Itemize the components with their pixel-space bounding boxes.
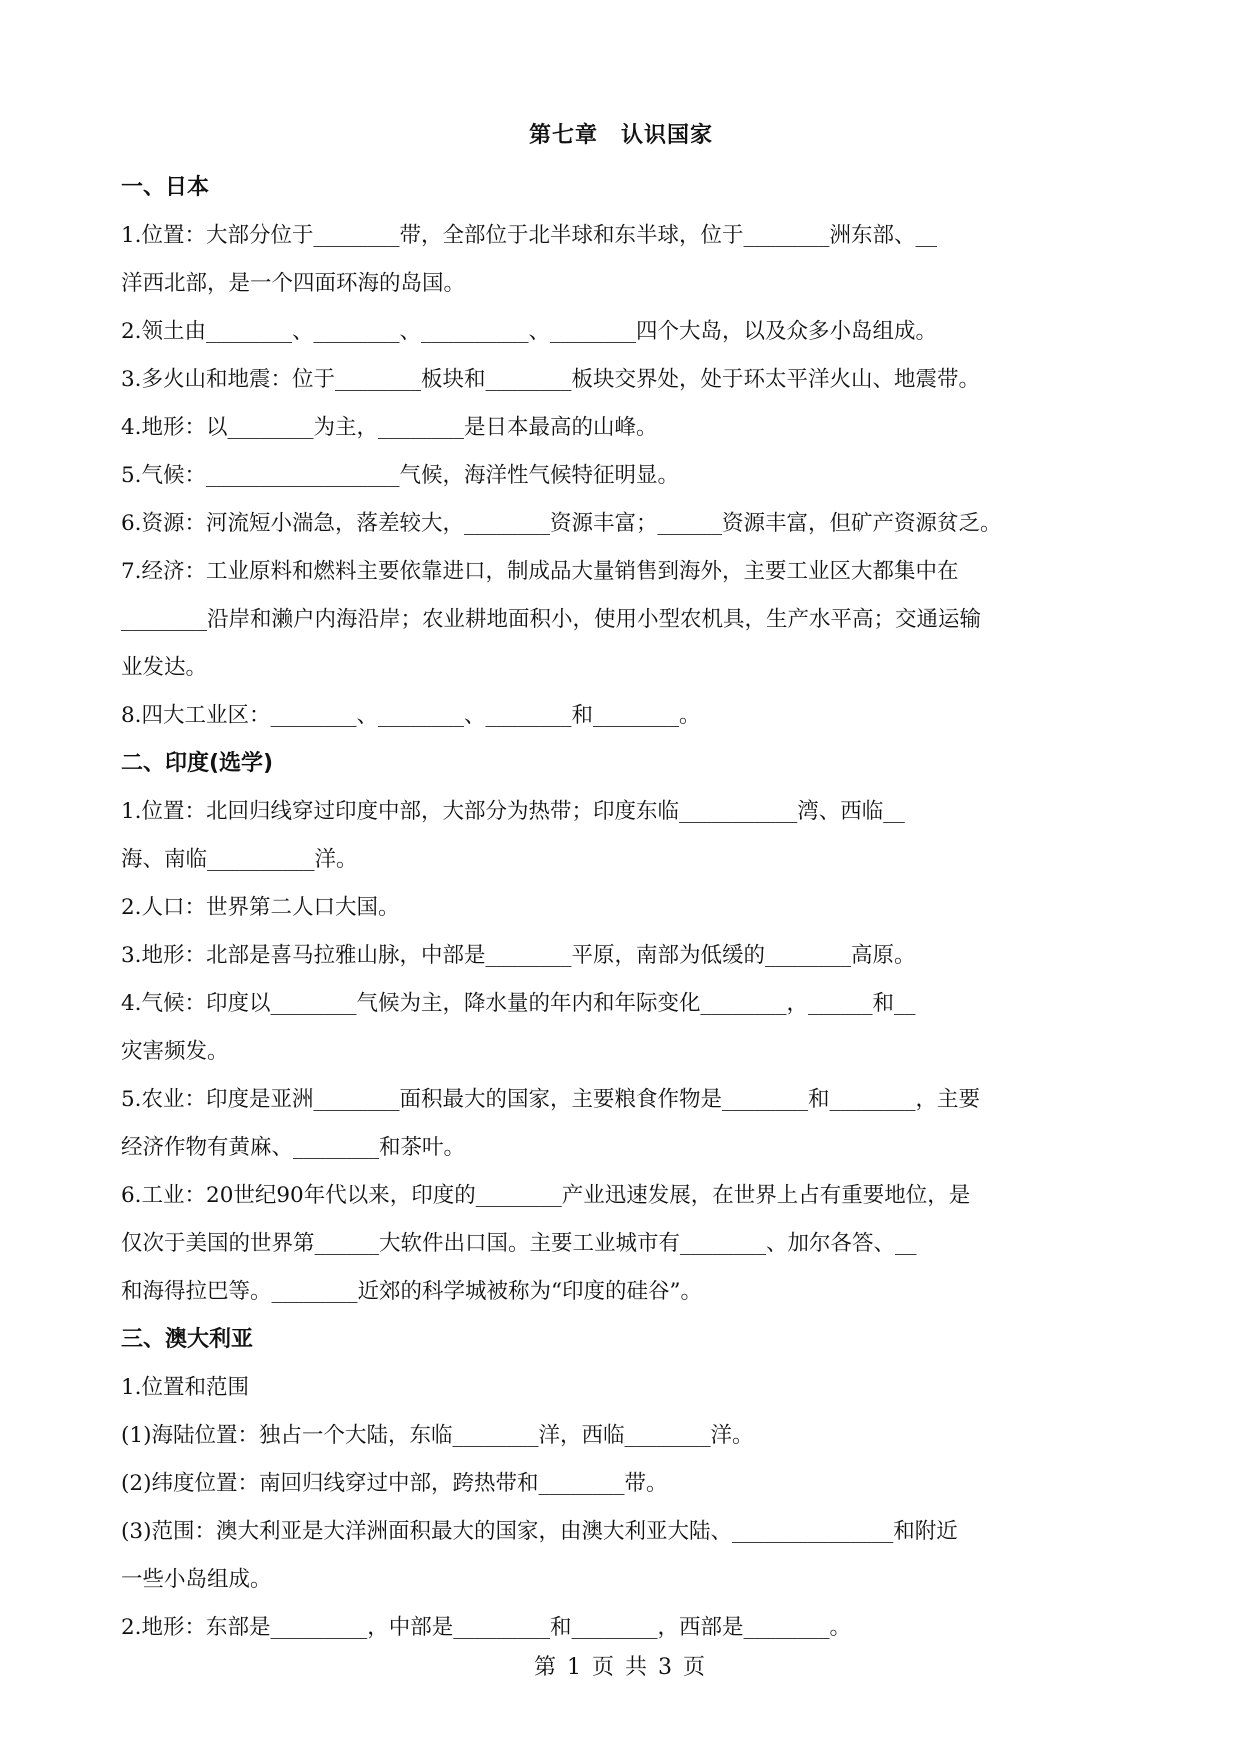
text-line: 2.领土由________、________、__________、________四个大岛，以及众多小岛组成。 (121, 319, 938, 344)
text-line: (3)范围：澳大利亚是大洋洲面积最大的国家，由澳大利亚大陆、_______________和附近 (121, 1519, 958, 1544)
text-line: 一些小岛组成。 (121, 1567, 272, 1592)
text-line: 灾害频发。 (121, 1039, 229, 1064)
text-line: 业发达。 (121, 655, 208, 680)
section-heading: 三、澳大利亚 (121, 1327, 254, 1352)
document-page (121, 108, 1121, 1652)
page-title: 第七章 认识国家 (528, 123, 713, 148)
text-line: 2.地形：东部是_________，中部是_________和________，西部是________。 (121, 1615, 852, 1640)
text-line: 5.气候：__________________气候，海洋性气候特征明显。 (121, 463, 680, 488)
text-line: (2)纬度位置：南回归线穿过中部，跨热带和________带。 (121, 1471, 668, 1496)
text-line: (1)海陆位置：独占一个大陆，东临________洋，西临________洋。 (121, 1423, 754, 1448)
text-line: 7.经济：工业原料和燃料主要依靠进口，制成品大量销售到海外，主要工业区大都集中在 (121, 559, 959, 584)
text-line: 1.位置：北回归线穿过印度中部，大部分为热带；印度东临___________湾、西临__ (121, 799, 905, 824)
text-line: 和海得拉巴等。________近郊的科学城被称为“印度的硅谷”。 (121, 1279, 702, 1304)
text-line: 6.工业：20世纪90年代以来，印度的________产业迅速发展，在世界上占有重要地位，是 (121, 1183, 971, 1208)
text-line: ________沿岸和濑户内海沿岸；农业耕地面积小，使用小型农机具，生产水平高；交通运输 (121, 607, 982, 632)
text-line: 2.人口：世界第二人口大国。 (121, 895, 400, 920)
text-line: 8.四大工业区：________、________、________和________。 (121, 703, 701, 728)
page-footer: 第 1 页 共 3 页 (534, 1655, 707, 1680)
text-line: 5.农业：印度是亚洲________面积最大的国家，主要粮食作物是________和________，主要 (121, 1087, 981, 1112)
text-line: 3.多火山和地震：位于________板块和________板块交界处，处于环太平洋火山、地震带。 (121, 367, 981, 392)
text-line: 1.位置：大部分位于________带，全部位于北半球和东半球，位于________洲东部、__ (121, 223, 938, 248)
section-heading: 一、日本 (121, 175, 210, 200)
text-line: 4.气候：印度以________气候为主，降水量的年内和年际变化________，______和__ (121, 991, 916, 1016)
text-line: 海、南临__________洋。 (121, 847, 358, 872)
text-line: 3.地形：北部是喜马拉雅山脉，中部是________平原，南部为低缓的________高原。 (121, 943, 916, 968)
section-australia (121, 1316, 1121, 1652)
text-line: 洋西北部，是一个四面环海的岛国。 (121, 271, 466, 296)
text-line: 4.地形：以________为主，________是日本最高的山峰。 (121, 415, 658, 440)
text-line: 仅次于美国的世界第______大软件出口国。主要工业城市有________、加尔各答、__ (121, 1231, 917, 1256)
text-line: 6.资源：河流短小湍急，落差较大，________资源丰富；______资源丰富，但矿产资源贫乏。 (121, 511, 1002, 536)
section-india (121, 740, 1121, 1316)
section-heading: 二、印度(选学) (121, 751, 274, 776)
text-line: 经济作物有黄麻、________和茶叶。 (121, 1135, 466, 1160)
section-japan (121, 164, 1121, 740)
text-line: 1.位置和范围 (121, 1375, 250, 1400)
